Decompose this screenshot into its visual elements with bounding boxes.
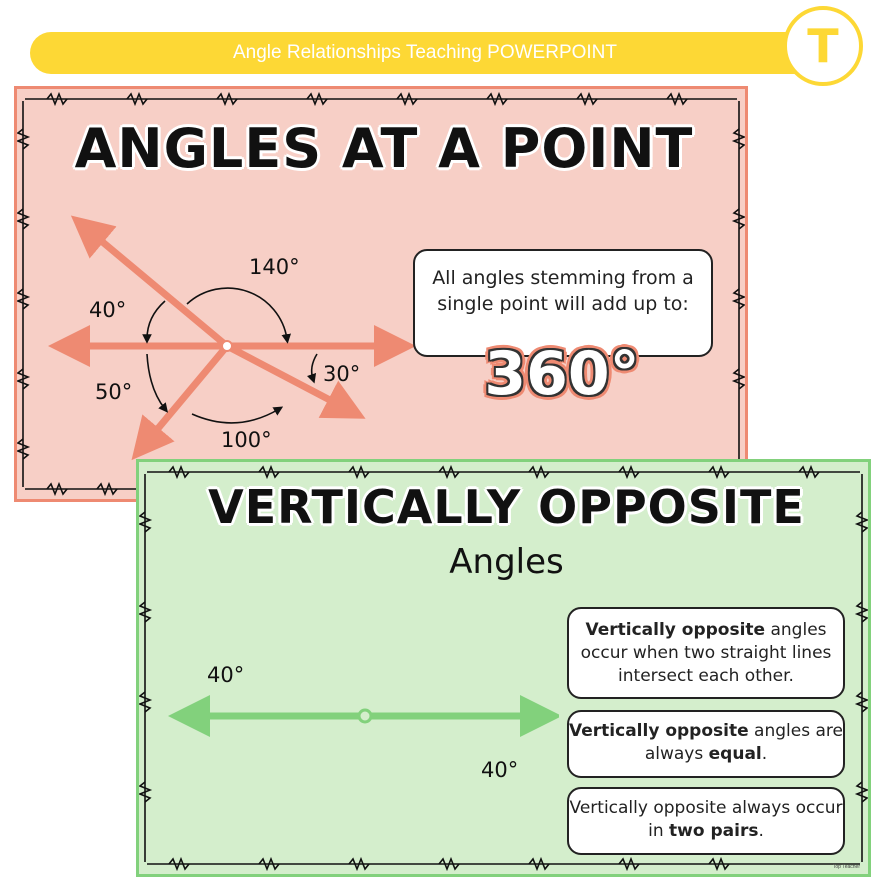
slide-title: VERTICALLY OPPOSITE: [208, 480, 805, 534]
fact-2-end: .: [761, 744, 768, 764]
angle-label-top: 40°: [207, 663, 245, 687]
credit-text: Top Teacher: [832, 864, 860, 870]
ray-upper-left: [87, 229, 227, 346]
fact-3-end: .: [758, 821, 764, 841]
angle-label-100: 100°: [221, 428, 272, 452]
fact-1-bold: Vertically opposite: [585, 620, 766, 640]
logo-letter: T: [807, 19, 839, 73]
arc-30: [312, 354, 317, 379]
vertex-point: [222, 341, 232, 351]
banner-title: Angle Relationships Teaching POWERPOINT: [232, 42, 618, 63]
slide-title: ANGLES AT A POINT: [74, 117, 694, 180]
angle-label-bottom: 40°: [481, 758, 519, 782]
arc-100: [192, 409, 279, 423]
angles-at-point-diagram: [17, 89, 417, 499]
fact-2-mid: angles are always: [644, 721, 843, 764]
angle-label-30: 30°: [323, 362, 361, 386]
slide-subtitle: Angles: [449, 542, 564, 582]
fact-2-bold: Vertically opposite: [569, 721, 749, 741]
fact-3-bold: two pairs: [669, 821, 759, 841]
rule-callout: All angles stemming from a single point will add up to:: [413, 249, 713, 357]
angle-label-50: 50°: [95, 380, 133, 404]
vertical-angles-diagram: [139, 462, 559, 874]
angle-label-40: 40°: [89, 298, 127, 322]
arc-40: [147, 301, 165, 339]
angle-label-140: 140°: [249, 255, 300, 279]
brand-logo: [783, 6, 863, 86]
total-360: 360°: [484, 339, 640, 409]
slide-vertically-opposite: [136, 459, 871, 877]
fact-box-2: [567, 710, 845, 778]
arc-140: [187, 288, 287, 339]
fact-box-1: [567, 607, 845, 699]
title-banner: [30, 32, 830, 74]
intersection-point: [359, 710, 371, 722]
fact-1-text: angles occur when two straight lines intersect each other.: [580, 620, 832, 686]
arc-50: [147, 354, 165, 409]
fact-box-3: [567, 787, 845, 855]
t-logo-icon: [787, 10, 859, 82]
fact-2-bold2: equal: [708, 744, 762, 764]
fact-3-pre: Vertically opposite always occur in: [569, 798, 843, 841]
slide-angles-at-a-point: [14, 86, 748, 502]
ray-lower-left: [145, 346, 227, 444]
